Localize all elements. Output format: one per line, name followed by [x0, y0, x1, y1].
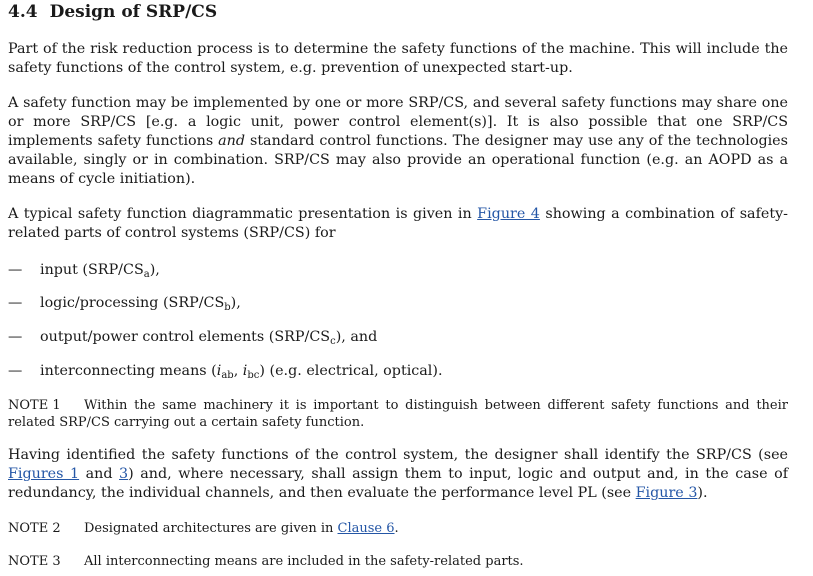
list-item-interconnecting: — interconnecting means ($i_{ab}$, $i_{bc}$) (e.g. electrical, optical). — [8, 363, 443, 381]
section-heading — [8, 2, 217, 22]
section-title: Design of SRP/CS — [49, 2, 218, 22]
paragraph-identify-srpcs: Having identified the safety functions of the control system, the designer shall identify the SRP/CS (see Figures 1 and 3) and, where necessary, shall assign them to input, logic and output and, in the case of redundancy, the individual channels, and then evaluate the performance level PL (see Figure 3). — [8, 447, 789, 501]
note-2: NOTE 2 Designated architectures are given in Clause 6. — [8, 521, 399, 536]
link-figure-3[interactable]: Figure 3 — [635, 485, 698, 501]
link-figure-4[interactable]: Figure 4 — [477, 206, 540, 222]
note-3 — [8, 553, 788, 570]
list-item-output: — output/power control elements $(SRP/CS_c)$, and — [8, 329, 378, 347]
note-3-label: NOTE 3 — [8, 554, 61, 569]
section-number: 4.4 — [8, 2, 38, 22]
note-2-label: NOTE 2 — [8, 521, 61, 536]
paragraph-safety-function: A safety function may be implemented by one or more SRP/CS, and several safety functions may share one or more SRP/CS [e.g. a logic unit, power control element(s)]. It is also possible that one SRP/CS implements safety functions and standard control functions. The designer may use any of the technologies available, singly or in combination. SRP/CS may also provide an operational function (e.g. an AOPD as a means of cycle initiation). — [8, 95, 788, 187]
note-3-text: All interconnecting means are included in the safety-related parts. — [84, 554, 524, 569]
list-item-logic: — logic/processing $(SRP/CS_b)$, — [8, 295, 241, 313]
paragraph-risk-reduction: Part of the risk reduction process is to determine the safety functions of the machine. This will include the safety functions of the control system, e.g. prevention of unexpected start-up. — [8, 41, 788, 76]
link-clause-6[interactable]: Clause 6 — [337, 521, 395, 536]
list-item-input: — input $(SRP/CS_a)$, — [8, 262, 160, 280]
note-1-text: Within the same machinery it is important to distinguish between different safety functions and their related SRP/CS carrying out a certain safety function. — [8, 398, 788, 430]
link-figures-1[interactable]: Figures 1 — [8, 466, 80, 482]
link-figure-3-short[interactable]: 3 — [119, 466, 129, 482]
paragraph-diagram-presentation: A typical safety function diagrammatic presentation is given in Figure 4 showing a combination of safety-related parts of control systems (SRP/CS) for — [8, 206, 788, 241]
note-1 — [8, 397, 788, 431]
note-1-label: NOTE 1 — [8, 398, 61, 413]
